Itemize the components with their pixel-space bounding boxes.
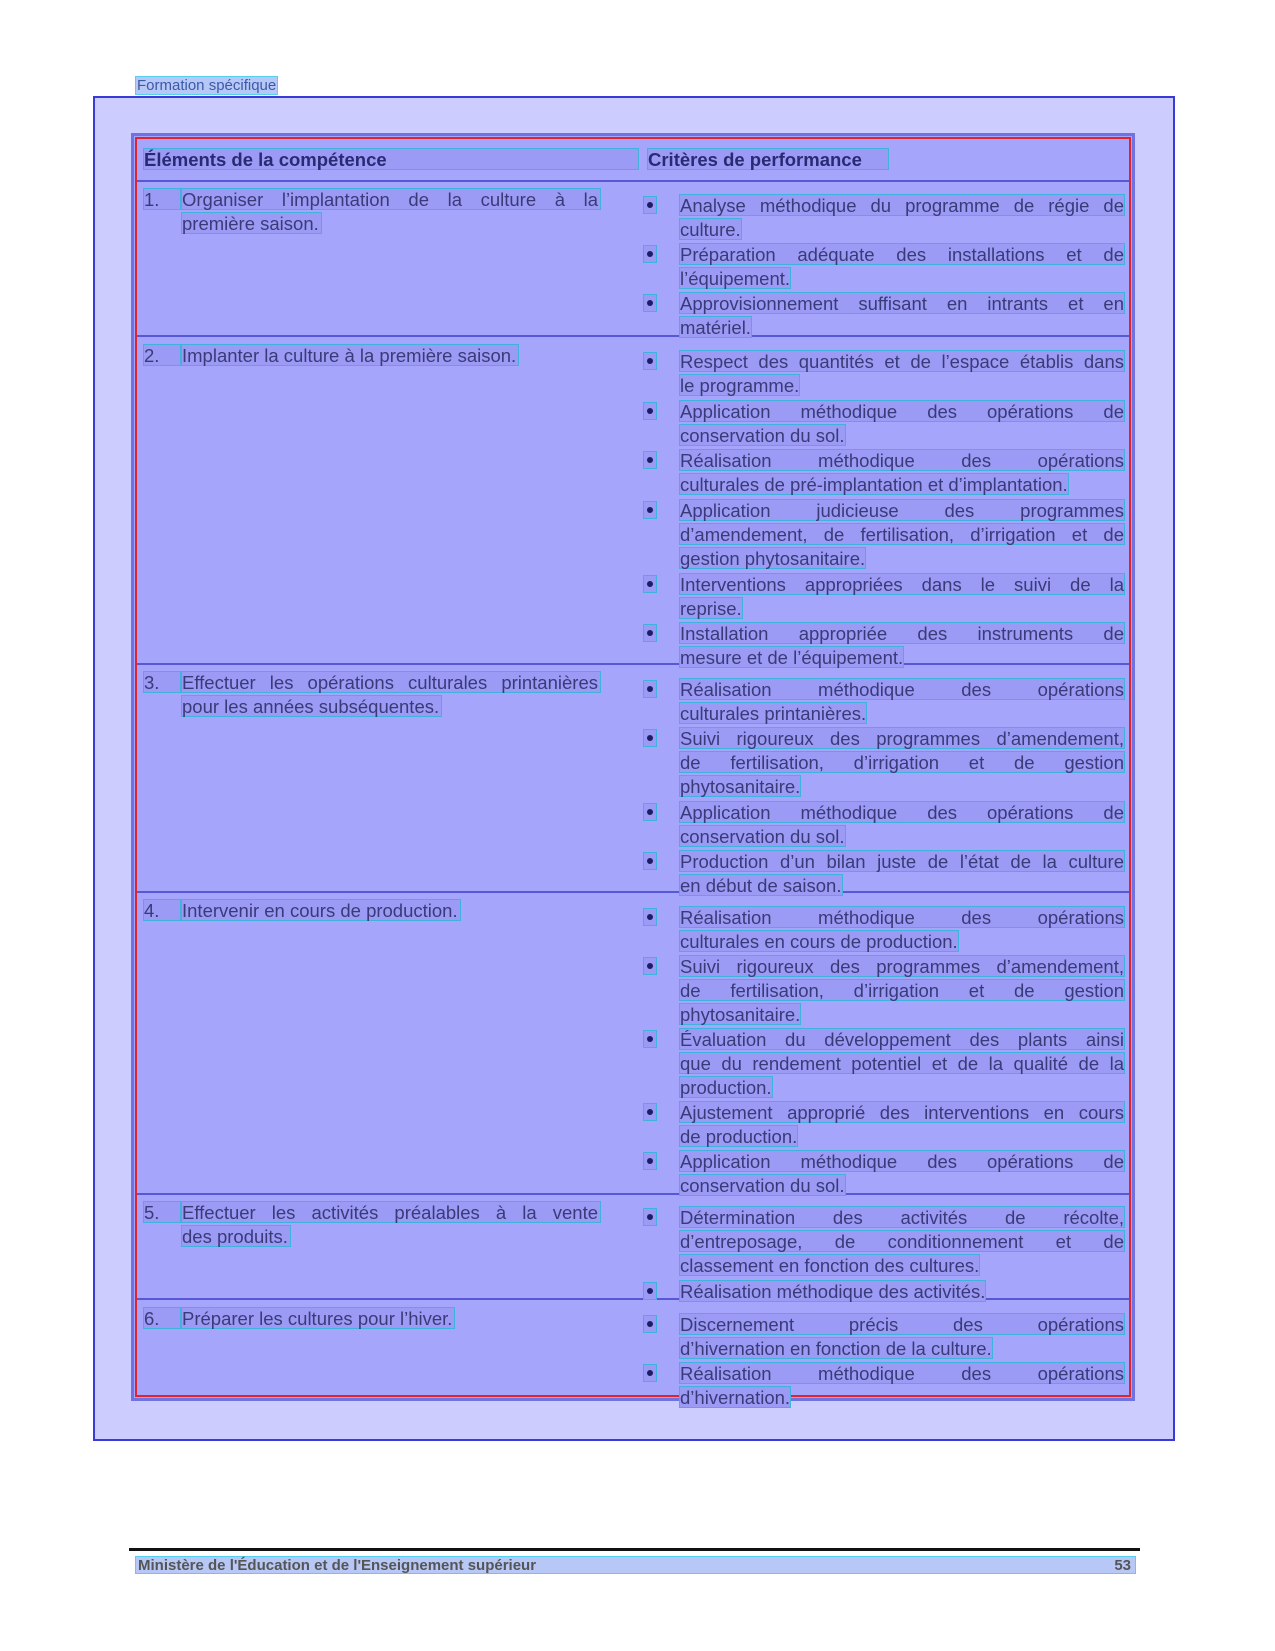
bullet-icon <box>643 1364 657 1382</box>
criterion-text-line: Analyse méthodique du programme de régie de <box>680 195 1124 216</box>
element-number: 4. <box>143 899 181 921</box>
element-number: 3. <box>143 671 181 693</box>
bullet-icon <box>643 294 657 312</box>
criterion-text-line: Approvisionnement suffisant en intrants et en <box>680 293 1124 314</box>
element-text-line: Implanter la culture à la première saison. <box>181 344 519 366</box>
criterion-text-line: conservation du sol. <box>680 826 845 847</box>
bullet-icon <box>643 1152 657 1170</box>
criterion-text-line: production. <box>680 1077 772 1098</box>
criterion-text-line: reprise. <box>680 598 742 619</box>
bullet-icon <box>643 402 657 420</box>
element-number: 2. <box>143 344 181 366</box>
criterion-text-line: classement en fonction des cultures. <box>680 1255 980 1276</box>
criterion-text-line: Évaluation du développement des plants ainsi <box>680 1029 1124 1050</box>
bullet-icon <box>643 729 657 747</box>
criterion-text-line: Suivi rigoureux des programmes d’amendement, <box>680 956 1124 977</box>
bullet-icon <box>643 352 657 370</box>
criterion-text-line: Réalisation méthodique des opérations <box>680 1363 1124 1384</box>
criterion-text-line: culturales en cours de production. <box>680 931 958 952</box>
criterion-text-line: Réalisation méthodique des opérations <box>680 450 1124 471</box>
element-number: 6. <box>143 1307 181 1329</box>
element-text-line: première saison. <box>181 212 322 234</box>
bullet-icon <box>643 196 657 214</box>
criterion-text-line: l’équipement. <box>680 268 791 289</box>
bullet-icon <box>643 908 657 926</box>
criterion-text-line: Production d’un bilan juste de l’état de la culture <box>680 851 1124 872</box>
criterion-text-line: Réalisation méthodique des activités. <box>680 1281 986 1302</box>
criterion-text-line: Réalisation méthodique des opérations <box>680 679 1124 700</box>
criterion-text-line: Application judicieuse des programmes <box>680 500 1124 521</box>
criterion-text-line: d’amendement, de fertilisation, d’irrigation et de <box>680 524 1124 545</box>
criterion-text-line: culturales de pré-implantation et d’implantation. <box>680 474 1068 495</box>
criterion-text-line: d’hivernation en fonction de la culture. <box>680 1338 992 1359</box>
bullet-icon <box>643 245 657 263</box>
criterion-text-line: d’entreposage, de conditionnement et de <box>680 1231 1124 1252</box>
footer-rule <box>129 1548 1140 1551</box>
criterion-text-line: gestion phytosanitaire. <box>680 548 866 569</box>
criterion-text-line: Détermination des activités de récolte, <box>680 1207 1124 1228</box>
element-text-line: des produits. <box>181 1225 291 1247</box>
bullet-icon <box>643 501 657 519</box>
element-text-line: Effectuer les opérations culturales printanières <box>181 671 601 693</box>
row-divider <box>137 335 1129 337</box>
criterion-text-line: Installation appropriée des instruments de <box>680 623 1124 644</box>
footer <box>135 1556 1136 1574</box>
bullet-icon <box>643 1030 657 1048</box>
page-number: 53 <box>1114 1557 1131 1574</box>
bullet-icon <box>643 957 657 975</box>
bullet-icon <box>643 451 657 469</box>
bullet-icon <box>643 624 657 642</box>
criterion-text-line: culture. <box>680 219 741 240</box>
criterion-text-line: le programme. <box>680 375 800 396</box>
criterion-text-line: Discernement précis des opérations <box>680 1314 1124 1335</box>
criterion-text-line: de production. <box>680 1126 798 1147</box>
element-text-line: Organiser l’implantation de la culture à la <box>181 188 601 210</box>
bullet-icon <box>643 1208 657 1226</box>
col-header-elements: Éléments de la compétence <box>143 148 639 170</box>
col-header-criteria: Critères de performance <box>647 148 889 170</box>
element-text-line: Intervenir en cours de production. <box>181 899 461 921</box>
criterion-text-line: de fertilisation, d’irrigation et de gestion <box>680 980 1124 1001</box>
row-divider <box>137 663 1129 665</box>
criterion-text-line: en début de saison. <box>680 875 842 896</box>
criterion-text-line: que du rendement potentiel et de la qualité de la <box>680 1053 1124 1074</box>
bullet-icon <box>643 1315 657 1333</box>
criterion-text-line: Suivi rigoureux des programmes d’amendement, <box>680 728 1124 749</box>
criterion-text-line: Interventions appropriées dans le suivi de la <box>680 574 1124 595</box>
criterion-text-line: Application méthodique des opérations de <box>680 1151 1124 1172</box>
row-divider <box>137 891 1129 893</box>
bullet-icon <box>643 1282 657 1300</box>
bullet-icon <box>643 852 657 870</box>
element-text-line: Préparer les cultures pour l’hiver. <box>181 1307 455 1329</box>
bullet-icon <box>643 575 657 593</box>
criterion-text-line: phytosanitaire. <box>680 1004 801 1025</box>
criterion-text-line: Respect des quantités et de l’espace établis dans <box>680 351 1124 372</box>
row-divider <box>137 1193 1129 1195</box>
criterion-text-line: Application méthodique des opérations de <box>680 401 1124 422</box>
criterion-text-line: conservation du sol. <box>680 425 845 446</box>
criterion-text-line: matériel. <box>680 317 751 338</box>
bullet-icon <box>643 1103 657 1121</box>
criterion-text-line: culturales printanières. <box>680 703 867 724</box>
element-number: 1. <box>143 188 181 210</box>
criterion-text-line: de fertilisation, d’irrigation et de gestion <box>680 752 1124 773</box>
row-divider <box>137 180 1129 182</box>
criterion-text-line: conservation du sol. <box>680 1175 845 1196</box>
element-number: 5. <box>143 1201 181 1223</box>
criterion-text-line: Préparation adéquate des installations et de <box>680 244 1124 265</box>
criterion-text-line: Ajustement approprié des interventions en cours <box>680 1102 1124 1123</box>
section-header-label: Formation spécifique <box>137 77 277 94</box>
criterion-text-line: phytosanitaire. <box>680 776 801 797</box>
element-text-line: pour les années subséquentes. <box>181 695 442 717</box>
criterion-text-line: Réalisation méthodique des opérations <box>680 907 1124 928</box>
element-text-line: Effectuer les activités préalables à la vente <box>181 1201 601 1223</box>
criterion-text-line: d’hivernation. <box>680 1387 791 1408</box>
bullet-icon <box>643 680 657 698</box>
criterion-text-line: mesure et de l’équipement. <box>680 647 904 668</box>
bullet-icon <box>643 803 657 821</box>
criterion-text-line: Application méthodique des opérations de <box>680 802 1124 823</box>
footer-org: Ministère de l'Éducation et de l'Enseignement supérieur <box>138 1557 537 1574</box>
